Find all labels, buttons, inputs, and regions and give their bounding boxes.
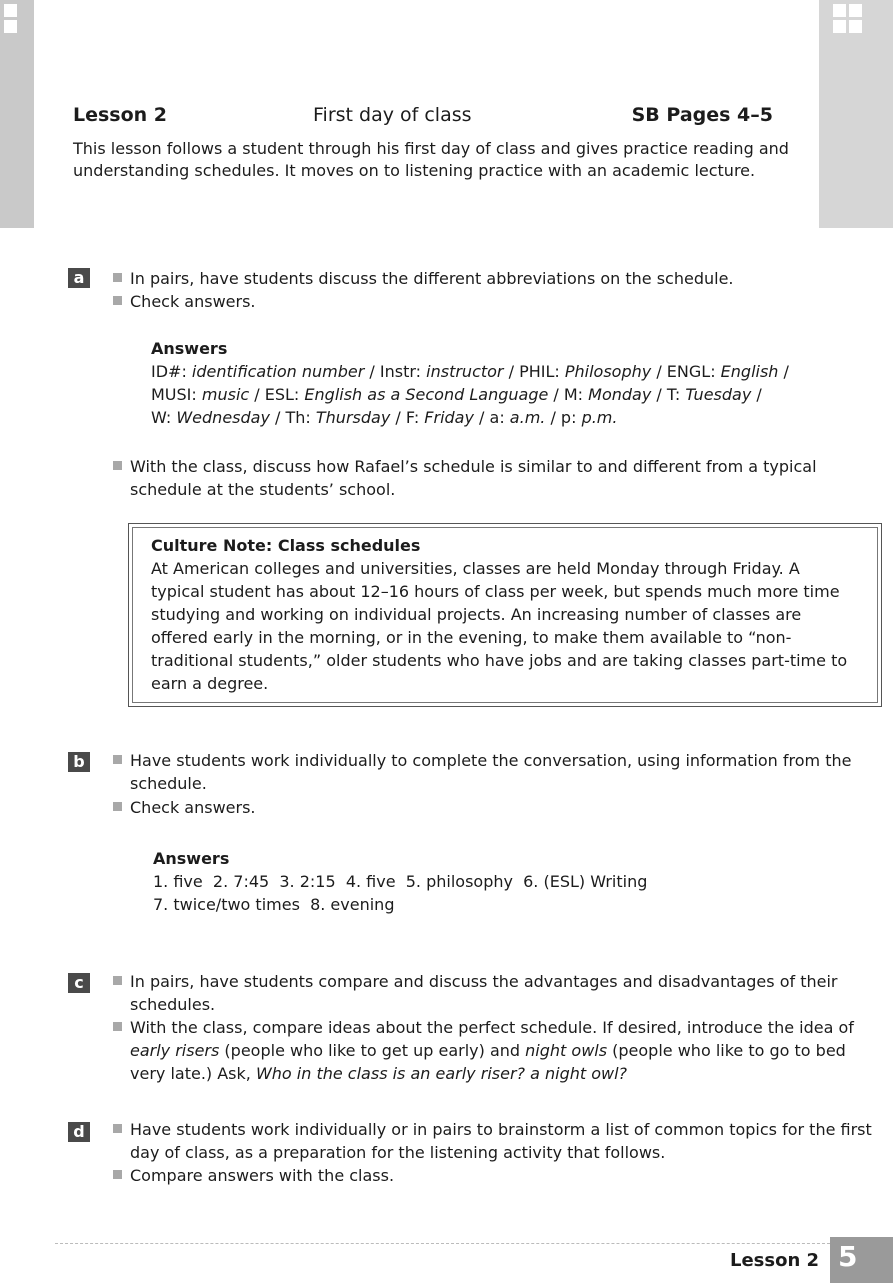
page-number: 5	[830, 1237, 893, 1283]
bullet-item: With the class, compare ideas about the perfect schedule. If desired, introduce the idea of early risers (people who like to get up early) and night owls (people who like to go to bed very late.) Ask, Who in the class is an early riser? a night owl?	[113, 1016, 873, 1085]
culture-note-box	[128, 523, 882, 707]
corner-square	[4, 4, 17, 17]
bullet-item: Compare answers with the class.	[113, 1164, 873, 1187]
corner-square	[849, 20, 862, 33]
corner-square	[4, 20, 17, 33]
culture-note-heading: Culture Note: Class schedules	[151, 536, 421, 555]
lesson-header	[73, 104, 773, 130]
section-label-b: b	[68, 752, 90, 772]
bullet-icon	[113, 461, 122, 470]
section-label-a: a	[68, 268, 90, 288]
lesson-number: Lesson 2	[73, 104, 168, 126]
lesson-title: First day of class	[313, 104, 472, 126]
bullet-icon	[113, 1124, 122, 1133]
answer-line: 7. twice/two times 8. evening	[153, 895, 395, 914]
sb-pages: SB Pages 4–5	[631, 104, 773, 126]
section-label-c: c	[68, 973, 90, 993]
bullet-icon	[113, 273, 122, 282]
footer-divider	[55, 1243, 830, 1244]
answers-b	[153, 847, 873, 916]
bullet-item: With the class, discuss how Rafael’s schedule is similar to and different from a typical schedule at the students’ school.	[113, 455, 873, 501]
lesson-intro: This lesson follows a student through his first day of class and gives practice reading and understanding schedules. It moves on to listening practice with an academic lecture.	[73, 139, 789, 180]
bullet-item: Have students work individually or in pairs to brainstorm a list of common topics for the first day of class, as a preparation for the listening activity that follows.	[113, 1118, 873, 1164]
section-label-d: d	[68, 1122, 90, 1142]
corner-decoration-left	[0, 0, 34, 228]
footer-lesson: Lesson 2	[730, 1250, 820, 1271]
answer-line: W: Wednesday / Th: Thursday / F: Friday / a: a.m. / p: p.m.	[151, 408, 618, 427]
bullet-item: Check answers.	[113, 290, 873, 313]
bullet-icon	[113, 802, 122, 811]
bullet-icon	[113, 755, 122, 764]
bullet-icon	[113, 976, 122, 985]
corner-decoration-right	[819, 0, 893, 228]
culture-note-body: At American colleges and universities, classes are held Monday through Friday. A typical student has about 12–16 hours of class per week, but spends much more time studying and working on individual projects. An increasing number of classes are offered early in the morning, or in the evening, to make them available to “non-traditional students,” older students who have jobs and are taking classes part-time to earn a degree.	[151, 559, 848, 693]
bullet-item: In pairs, have students compare and discuss the advantages and disadvantages of their schedules.	[113, 970, 873, 1016]
answer-line: MUSI: music / ESL: English as a Second Language / M: Monday / T: Tuesday /	[151, 385, 762, 404]
corner-square	[833, 20, 846, 33]
bullet-item: In pairs, have students discuss the different abbreviations on the schedule.	[113, 267, 873, 290]
bullet-icon	[113, 1022, 122, 1031]
bullet-icon	[113, 1170, 122, 1179]
answers-heading: Answers	[153, 849, 230, 868]
corner-square	[849, 4, 862, 17]
answers-heading: Answers	[151, 339, 228, 358]
culture-note-text	[151, 534, 851, 695]
answers-a	[151, 337, 871, 429]
corner-square	[833, 4, 846, 17]
answer-line: ID#: identification number / Instr: instructor / PHIL: Philosophy / ENGL: English /	[151, 362, 789, 381]
bullet-icon	[113, 296, 122, 305]
bullet-item: Check answers.	[113, 796, 873, 819]
bullet-item: Have students work individually to complete the conversation, using information from the schedule.	[113, 749, 873, 795]
answer-line: 1. five 2. 7:45 3. 2:15 4. five 5. philosophy 6. (ESL) Writing	[153, 872, 648, 891]
